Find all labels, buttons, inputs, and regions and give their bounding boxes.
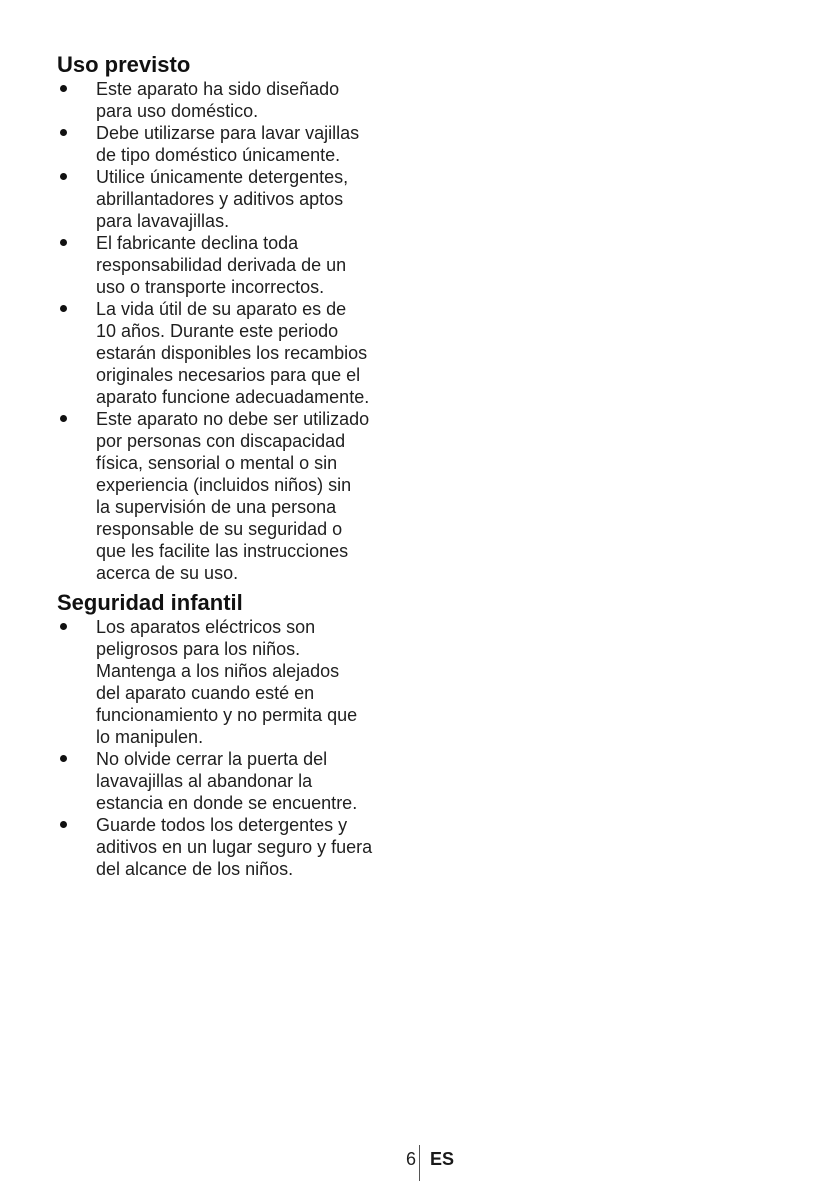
list-item-text: Debe utilizarse para lavar vajillas de tipo doméstico únicamente. — [96, 123, 360, 165]
page-number: 6 — [405, 1149, 416, 1169]
list-item-text: El fabricante declina toda responsabilidad derivada de un uso o transporte incorrectos. — [96, 233, 347, 297]
list-item — [57, 78, 417, 122]
section-title-seguridad-infantil: Seguridad infantil — [57, 590, 243, 615]
list-item — [57, 122, 417, 166]
list-item — [57, 616, 417, 748]
list-item-text: Guarde todos los detergentes y aditivos en un lugar seguro y fuera del alcance de los niños. — [96, 815, 373, 879]
list-item-text: Este aparato no debe ser utilizado por personas con discapacidad física, sensorial o mental o sin experiencia (incluidos niños) sin la supervisión de una persona responsable de su seguridad o que les facilite las instrucciones acerca de su uso. — [96, 409, 370, 583]
list-item — [57, 298, 417, 408]
list-item-text: La vida útil de su aparato es de 10 años. Durante este periodo estarán disponibles los recambios originales necesarios para que el aparato funcione adecuadamente. — [96, 299, 370, 407]
bullet-icon — [60, 415, 67, 422]
list-item-text: No olvide cerrar la puerta del lavavajillas al abandonar la estancia en donde se encuentre. — [96, 749, 358, 813]
bullet-icon — [60, 821, 67, 828]
list-item-text: Este aparato ha sido diseñado para uso doméstico. — [96, 79, 340, 121]
bullet-icon — [60, 755, 67, 762]
list-item — [57, 232, 417, 298]
main-column — [57, 52, 417, 880]
page-footer — [0, 1145, 840, 1181]
bullet-icon — [60, 623, 67, 630]
list-item — [57, 408, 417, 584]
list-item-text: Los aparatos eléctricos son peligrosos para los niños. Mantenga a los niños alejados del aparato cuando esté en funcionamiento y no permita que lo manipulen. — [96, 617, 358, 747]
list-item — [57, 166, 417, 232]
bullet-icon — [60, 129, 67, 136]
list-item — [57, 748, 417, 814]
bullet-list-seguridad-infantil — [57, 616, 417, 880]
bullet-icon — [60, 85, 67, 92]
list-item — [57, 814, 417, 880]
language-code: ES — [430, 1149, 455, 1169]
footer-divider — [419, 1145, 420, 1181]
section-title-uso-previsto: Uso previsto — [57, 52, 191, 77]
bullet-icon — [60, 305, 67, 312]
bullet-list-uso-previsto — [57, 78, 417, 584]
bullet-icon — [60, 239, 67, 246]
bullet-icon — [60, 173, 67, 180]
list-item-text: Utilice únicamente detergentes, abrillantadores y aditivos aptos para lavavajillas. — [96, 167, 349, 231]
